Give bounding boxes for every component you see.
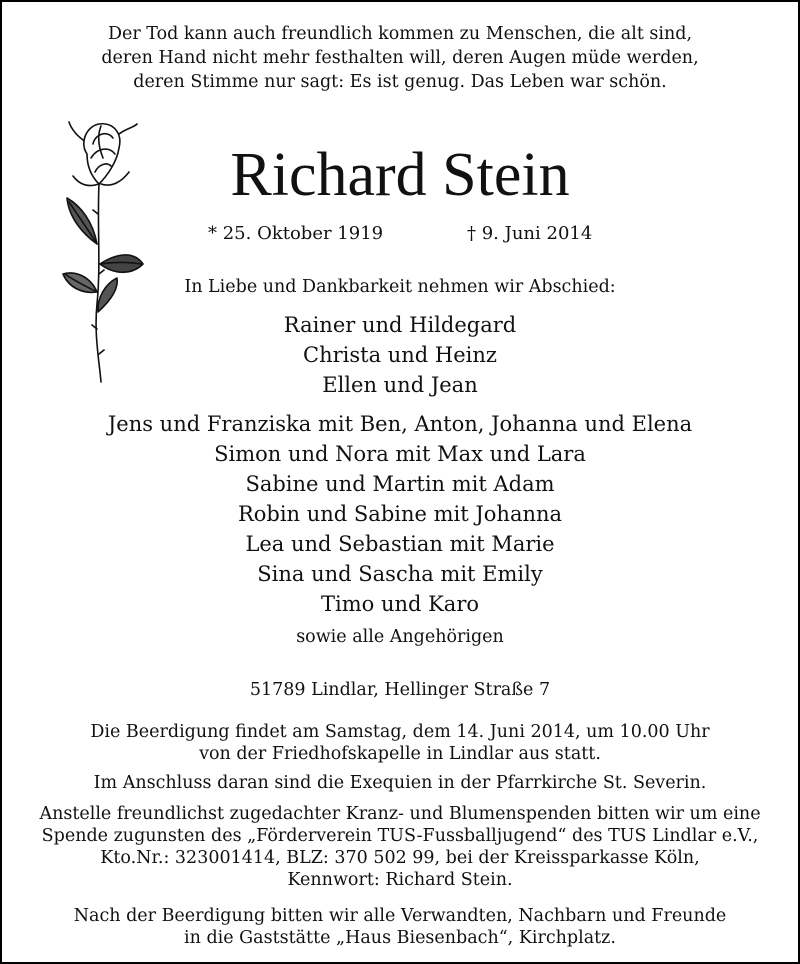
exequien-info: [2, 772, 798, 794]
motto-line: deren Hand nicht mehr festhalten will, deren Augen müde werden,: [101, 48, 699, 68]
donation-line: Kennwort: Richard Stein.: [287, 870, 513, 890]
farewell-intro: In Liebe und Dankbarkeit nehmen wir Abschied:: [184, 277, 616, 297]
list-item: Sabine und Martin mit Adam: [245, 472, 555, 496]
funeral-info: [2, 721, 798, 765]
donation-info: [2, 803, 798, 891]
motto-line: deren Stimme nur sagt: Es ist genug. Das Leben war schön.: [133, 72, 667, 92]
invitation-info: [2, 905, 798, 949]
grandchildren-list: [2, 409, 798, 619]
list-item: Rainer und Hildegard: [283, 313, 517, 337]
list-item: Lea und Sebastian mit Marie: [245, 532, 555, 556]
list-item: Sina und Sascha mit Emily: [257, 562, 543, 586]
invitation-line: in die Gaststätte „Haus Biesenbach“, Kirchplatz.: [184, 928, 616, 948]
funeral-line: von der Friedhofskapelle in Lindlar aus statt.: [199, 744, 601, 764]
deceased-name: Richard Stein: [230, 141, 570, 209]
death-date: † 9. Juni 2014: [467, 223, 593, 244]
list-item: Ellen und Jean: [322, 373, 478, 397]
list-item: Robin und Sabine mit Johanna: [237, 502, 563, 526]
exequien-line: Im Anschluss daran sind die Exequien in der Pfarrkirche St. Severin.: [93, 773, 707, 793]
list-item: Simon und Nora mit Max und Lara: [214, 442, 586, 466]
list-item: Timo und Karo: [320, 592, 479, 616]
invitation-line: Nach der Beerdigung bitten wir alle Verwandten, Nachbarn und Freunde: [73, 906, 727, 926]
relatives-note: sowie alle Angehörigen: [296, 627, 504, 647]
donation-line: Spende zugunsten des „Förderverein TUS-Fussballjugend“ des TUS Lindlar e.V.,: [41, 826, 759, 846]
birth-date: * 25. Oktober 1919: [208, 223, 384, 244]
family-address: 51789 Lindlar, Hellinger Straße 7: [249, 680, 551, 700]
donation-line: Kto.Nr.: 323001414, BLZ: 370 502 99, bei der Kreissparkasse Köln,: [100, 848, 700, 868]
list-item: Jens und Franziska mit Ben, Anton, Johanna und Elena: [107, 412, 693, 436]
list-item: Christa und Heinz: [303, 343, 497, 367]
funeral-line: Die Beerdigung findet am Samstag, dem 14. Juni 2014, um 10.00 Uhr: [90, 722, 710, 742]
donation-line: Anstelle freundlichst zugedachter Kranz- und Blumenspenden bitten wir um eine: [39, 804, 761, 824]
motto-poem: [2, 22, 798, 94]
motto-line: Der Tod kann auch freundlich kommen zu Menschen, die alt sind,: [107, 24, 693, 44]
close-family-list: [2, 310, 798, 400]
